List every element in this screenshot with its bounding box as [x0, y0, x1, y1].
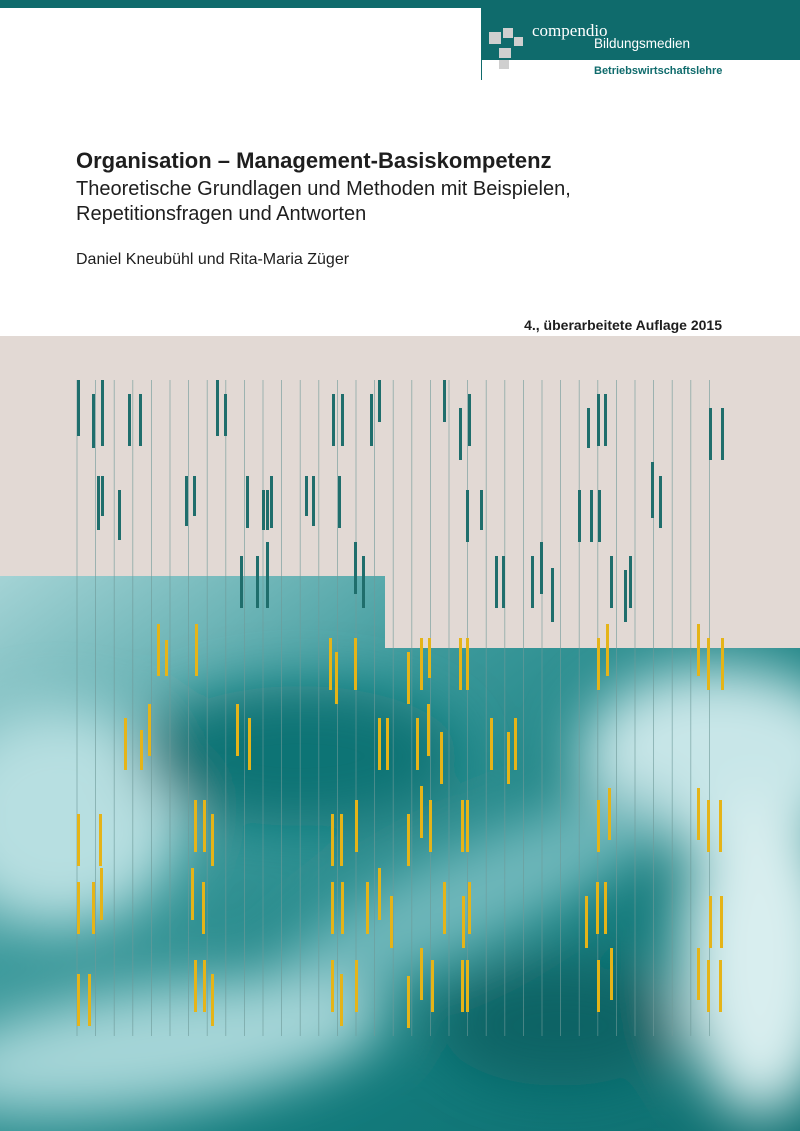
- barcode-bar: [77, 814, 80, 866]
- barcode-bar: [341, 394, 344, 446]
- barcode-bar: [697, 624, 700, 676]
- barcode-bar: [139, 394, 142, 446]
- barcode-bar: [97, 476, 100, 530]
- barcode-bar: [185, 476, 188, 526]
- barcode-bar: [266, 490, 269, 530]
- barcode-bar: [490, 718, 493, 770]
- barcode-bar: [165, 640, 168, 676]
- barcode-bar: [597, 638, 600, 690]
- barcode-bar: [707, 638, 710, 690]
- barcode-bar: [312, 476, 315, 526]
- barcode-bar: [420, 948, 423, 1000]
- barcode-bar: [407, 652, 410, 704]
- barcode-bar: [338, 476, 341, 528]
- barcode-bar: [194, 800, 197, 852]
- barcode-bar: [407, 976, 410, 1028]
- barcode-bar: [440, 732, 443, 784]
- barcode-bar: [420, 638, 423, 690]
- barcode-bar: [466, 638, 469, 690]
- barcode-bar: [203, 960, 206, 1012]
- barcode-bar: [248, 718, 251, 770]
- barcode-bar: [461, 960, 464, 1012]
- barcode-bar: [697, 948, 700, 1000]
- barcode-bar: [606, 624, 609, 676]
- barcode-bar: [608, 788, 611, 840]
- barcode-bar: [707, 800, 710, 852]
- barcode-bar: [224, 394, 227, 436]
- barcode-bar: [202, 882, 205, 934]
- barcode-bar: [502, 556, 505, 608]
- top-stripe: [0, 0, 800, 8]
- barcode-bar: [468, 882, 471, 934]
- barcode-bar: [721, 638, 724, 690]
- barcode-bar: [216, 380, 219, 436]
- barcode-bar: [587, 408, 590, 448]
- barcode-bar: [598, 490, 601, 542]
- book-subtitle-line-2: Repetitionsfragen und Antworten: [76, 203, 367, 225]
- barcode-bar: [629, 556, 632, 608]
- barcode-bar: [118, 490, 121, 540]
- barcode-bar: [604, 882, 607, 934]
- barcode-bar: [461, 800, 464, 852]
- barcode-bar: [386, 718, 389, 770]
- barcode-bar: [124, 718, 127, 770]
- barcode-bar: [92, 394, 95, 448]
- barcode-bar: [390, 896, 393, 948]
- barcode-bar: [443, 882, 446, 934]
- barcode-bar: [659, 476, 662, 528]
- barcode-bar: [140, 730, 143, 770]
- barcode-bar: [240, 556, 243, 608]
- barcode-bar: [585, 896, 588, 948]
- barcode-bar: [597, 960, 600, 1012]
- barcode-bar: [462, 896, 465, 948]
- barcode-bar: [148, 704, 151, 756]
- barcode-bar: [459, 408, 462, 460]
- barcode-bar: [266, 542, 269, 608]
- barcode-bar: [236, 704, 239, 756]
- barcode-bar: [429, 800, 432, 852]
- barcode-bar: [211, 814, 214, 866]
- barcode-bar: [100, 868, 103, 920]
- barcode-bar: [707, 960, 710, 1012]
- barcode-bar: [101, 380, 104, 446]
- book-subtitle: [76, 177, 571, 227]
- barcode-bar: [128, 394, 131, 446]
- barcode-bar: [466, 490, 469, 542]
- barcode-bar: [427, 704, 430, 756]
- barcode-bar: [340, 814, 343, 866]
- barcode-bar: [99, 814, 102, 866]
- barcode-bar: [331, 882, 334, 934]
- barcode-bar: [709, 408, 712, 460]
- barcode-bar: [355, 800, 358, 852]
- barcode-bar: [610, 556, 613, 608]
- barcode-bar: [341, 882, 344, 934]
- barcode-bar: [191, 868, 194, 920]
- barcode-bar: [331, 814, 334, 866]
- barcode-bar: [195, 624, 198, 676]
- barcode-bar: [709, 896, 712, 948]
- barcode-bar: [495, 556, 498, 608]
- barcode-bar: [610, 948, 613, 1000]
- publisher-name: compendio: [532, 21, 608, 40]
- barcode-bar: [354, 638, 357, 690]
- barcode-bar: [88, 974, 91, 1026]
- barcode-bar: [354, 542, 357, 594]
- cover-artwork: [0, 336, 800, 1131]
- barcode-bar: [329, 638, 332, 690]
- barcode-bar: [77, 974, 80, 1026]
- publisher-subtitle: Bildungsmedien: [594, 36, 691, 51]
- barcode-bar: [597, 800, 600, 852]
- barcode-bar: [92, 882, 95, 934]
- barcode-bar: [443, 380, 446, 422]
- barcode-bar: [157, 624, 160, 676]
- barcode-bar: [590, 490, 593, 542]
- barcode-bar: [270, 476, 273, 528]
- barcode-bar: [531, 556, 534, 608]
- barcode-bar: [507, 732, 510, 784]
- barcode-bar: [305, 476, 308, 516]
- publisher-banner: [481, 8, 800, 60]
- barcode-bar: [77, 882, 80, 934]
- barcode-bar: [246, 476, 249, 528]
- barcode-bar: [697, 788, 700, 840]
- barcode-bar: [211, 974, 214, 1026]
- barcode-bar: [366, 882, 369, 934]
- barcode-bar: [370, 394, 373, 446]
- barcode-bar: [340, 974, 343, 1026]
- barcode-bar: [624, 570, 627, 622]
- barcode-bar: [335, 652, 338, 704]
- barcode-bar: [551, 568, 554, 622]
- barcode-bar: [596, 882, 599, 934]
- series-label: Betriebswirtschaftslehre: [594, 65, 723, 77]
- barcode-bar: [355, 960, 358, 1012]
- barcode-bar: [420, 786, 423, 838]
- barcode-bar: [407, 814, 410, 866]
- barcode-bar: [466, 800, 469, 852]
- barcode-bar: [77, 380, 80, 436]
- barcode-bar: [332, 394, 335, 446]
- book-authors: Daniel Kneubühl und Rita-Maria Züger: [76, 251, 350, 268]
- barcode-bar: [721, 408, 724, 460]
- barcode-bar: [719, 800, 722, 852]
- barcode-bar: [720, 896, 723, 948]
- barcode-bar: [604, 394, 607, 446]
- barcode-bar: [378, 718, 381, 770]
- barcode-bar: [193, 476, 196, 516]
- barcode-bar: [362, 556, 365, 608]
- barcode-bar: [203, 800, 206, 852]
- barcode-bar: [468, 394, 471, 446]
- barcode-bar: [578, 490, 581, 542]
- book-edition: 4., überarbeitete Auflage 2015: [524, 317, 722, 333]
- book-subtitle-line-1: Theoretische Grundlagen und Methoden mit Beispielen,: [76, 178, 571, 200]
- barcode-bar: [378, 868, 381, 920]
- barcode-bar: [262, 490, 265, 530]
- barcode-bar: [597, 394, 600, 446]
- barcode-bar: [514, 718, 517, 770]
- barcode-bar: [416, 718, 419, 770]
- barcode-bar: [256, 556, 259, 608]
- barcode-bar: [428, 638, 431, 678]
- barcode-bar: [101, 476, 104, 516]
- barcode-bar: [651, 462, 654, 518]
- barcode-bar: [378, 380, 381, 422]
- book-title: Organisation – Management-Basiskompetenz: [76, 148, 552, 173]
- barcode-bar: [466, 960, 469, 1012]
- barcode-bar: [431, 960, 434, 1012]
- barcode-bar: [540, 542, 543, 594]
- barcode-bar: [194, 960, 197, 1012]
- barcode-bar: [459, 638, 462, 690]
- banner-divider: [481, 8, 482, 80]
- barcode-bar: [480, 490, 483, 530]
- barcode-bar: [331, 960, 334, 1012]
- barcode-bar: [719, 960, 722, 1012]
